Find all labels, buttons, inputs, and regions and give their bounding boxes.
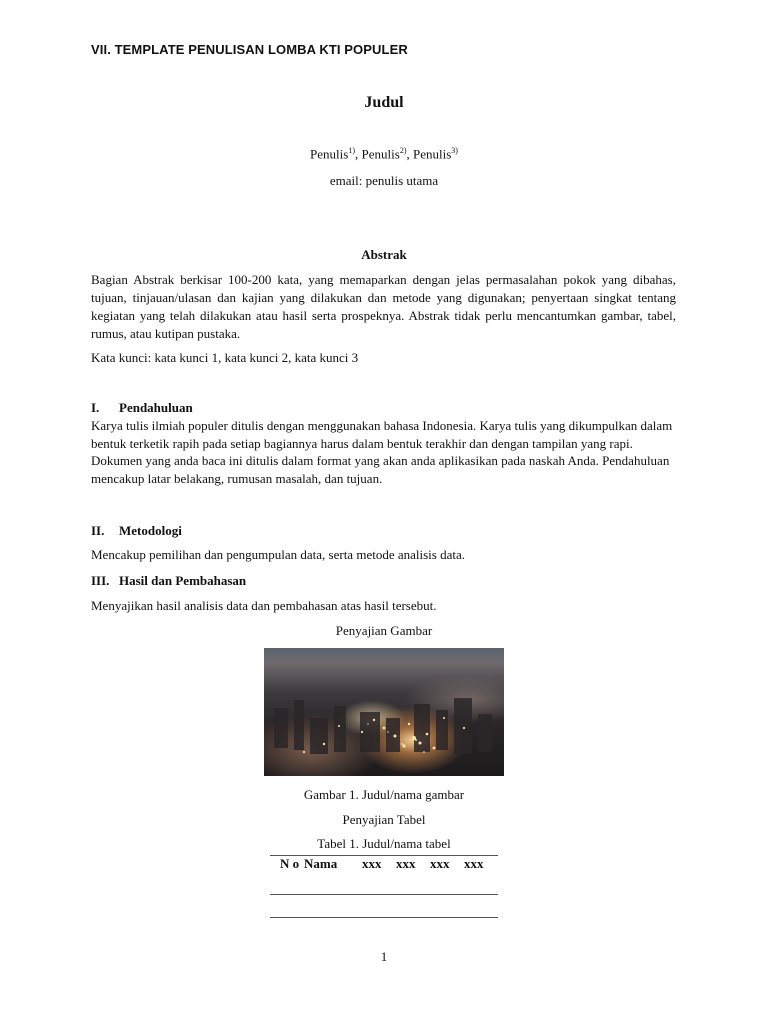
section-heading-pendahuluan	[91, 400, 193, 416]
author-email: email: penulis utama	[329, 173, 439, 188]
abstract-heading: Abstrak	[361, 247, 407, 262]
table-cell	[270, 895, 304, 918]
table-caption: Tabel 1. Judul/nama tabel	[317, 836, 451, 851]
column-header-xxx: xxx	[362, 856, 396, 895]
table-heading: Penyajian Tabel	[342, 812, 426, 827]
section-title: Metodologi	[119, 523, 182, 538]
section-title: Pendahuluan	[119, 400, 193, 415]
table-cell	[362, 895, 396, 918]
section-header: VII. TEMPLATE PENULISAN LOMBA KTI POPULER	[91, 42, 408, 57]
author-name: Penulis	[412, 146, 452, 162]
column-header-nama: Nama	[304, 856, 362, 895]
author-affiliation-mark: 2)	[399, 146, 407, 155]
keywords: Kata kunci: kata kunci 1, kata kunci 2, kata kunci 3	[91, 350, 359, 365]
page-number: 1	[380, 949, 388, 964]
table-cell	[464, 895, 498, 918]
section-title: Hasil dan Pembahasan	[119, 573, 247, 588]
author-affiliation-mark: 3)	[451, 146, 458, 155]
column-header-xxx: xxx	[464, 856, 498, 895]
author-affiliation-mark: 1)	[348, 146, 356, 155]
column-header-xxx: xxx	[396, 856, 430, 895]
figure-caption: Gambar 1. Judul/nama gambar	[303, 787, 465, 802]
section-number: III.	[91, 573, 110, 588]
abstract-body: Bagian Abstrak berkisar 100-200 kata, yang memaparkan dengan jelas permasalahan pokok yang dibahas, tujuan, tinjauan/ulasan dan kajian yang dilakukan dan metode yang digunakan; penyertaan singkat tentang kegiatan yang telah dilakukan atau hasil serta prospeknya. Abstrak tidak perlu mencantumkan gambar, tabel, rumus, atau kutipan pustaka.	[91, 272, 676, 341]
author-name: Penulis	[361, 146, 400, 162]
author-separator: ,	[355, 146, 362, 162]
author-list	[0, 146, 768, 162]
section-body-metodologi: Mencakup pemilihan dan pengumpulan data, serta metode analisis data.	[91, 547, 465, 562]
column-header-xxx: xxx	[430, 856, 464, 895]
section-number: II.	[91, 523, 105, 538]
figure-heading: Penyajian Gambar	[335, 623, 433, 638]
table-cell	[430, 895, 464, 918]
table-row	[270, 895, 498, 918]
table-cell	[304, 895, 362, 918]
author-separator: ,	[406, 146, 413, 162]
city-lights-illustration	[264, 648, 504, 776]
table-header-row	[270, 856, 498, 895]
section-body-pendahuluan: Karya tulis ilmiah populer ditulis dengan menggunakan bahasa Indonesia. Karya tulis yang dikumpulkan dalam bentuk terketik rapih pada setiap bagiannya harus dalam bentuk terakhir dan dengan tampilan yang rapi. Dokumen yang anda baca ini ditulis dalam format yang akan anda aplikasikan pada naskah Anda. Pendahuluan mencakup latar belakang, rumusan masalah, dan tujuan.	[91, 418, 673, 486]
author-name: Penulis	[310, 146, 349, 162]
data-table	[270, 855, 498, 918]
section-heading-metodologi	[91, 523, 182, 539]
section-heading-hasil	[91, 573, 246, 589]
paper-title: Judul	[364, 94, 404, 111]
column-header-no: N o	[270, 856, 304, 895]
city-night-photo	[264, 648, 504, 776]
section-number: I.	[91, 400, 100, 415]
table-cell	[396, 895, 430, 918]
section-body-hasil: Menyajikan hasil analisis data dan pembahasan atas hasil tersebut.	[91, 598, 437, 613]
